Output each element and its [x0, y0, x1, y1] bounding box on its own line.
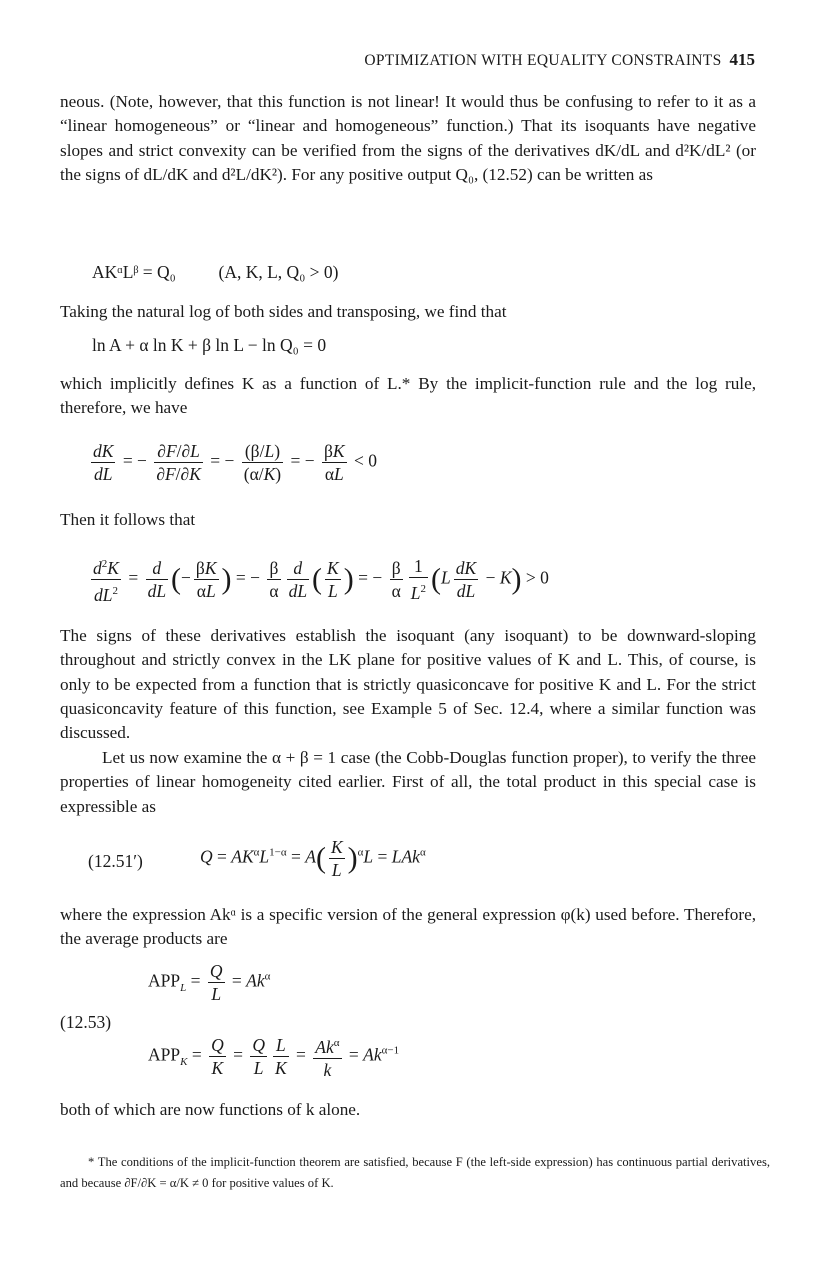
page-number: 415: [729, 50, 755, 69]
paragraph-8: both of which are now functions of k alone.: [60, 1100, 361, 1119]
equation-total-product: $Q = AK^\alpha L^{1-\alpha} = A$( $\frac{K}{L}$ )$^\alpha$L = LAk$^\alpha$: [200, 837, 426, 880]
equation-first-derivative: $\frac{dK}{dL}$ = − $\frac{\partial F/\partial L}{\partial F/\partial K}$ = − $\frac{(\beta/L)}{(\alpha/K)}$ = − $\frac{\beta K}{\alpha L}$ < 0: [93, 441, 377, 484]
equation-second-derivative: $\frac{d^2K}{dL^2}$ = $\frac{d}{dL}$ (− $\frac{\beta K}{\alpha L}$ ) = − $\frac{\beta}{\alpha}$ $\frac{d}{dL}$ ( $\frac{K}{L}$ ) = − $\frac{\beta}{\alpha}$ $\frac{1}{L^2}$ (L $\frac{dK}{dL}$ − K) > 0: [88, 553, 549, 606]
paragraph-4: Then it follows that: [60, 510, 196, 529]
paragraph-1: neous. (Note, however, that this function is not linear! It would thus be confusing to refer to it as a “linear homogeneous” or “linear and homogeneous” function.) That its isoquants have negative slopes and strict convexity can be verified from the signs of the derivatives dK/dL and d²K/dL² (or the signs of dL/dK and d²L/dK²). For any positive output Q₀, (12.52) can be written as: [60, 92, 756, 184]
equation-app-labor: $APP_L$ = $\frac{Q}{L}$ = $Ak^\alpha$: [148, 961, 271, 1004]
running-header: [60, 50, 755, 70]
paragraph-7: where the expression Akᵅ is a specific version of the general expression φ(k) used before. Therefore, the average products are: [60, 905, 756, 949]
equation-isoquant-condition: (A, K, L, Q₀ > 0): [218, 262, 339, 282]
equation-isoquant-main: AKᵅLᵝ = Q₀: [92, 262, 176, 282]
paragraph-6: Let us now examine the α + β = 1 case (the Cobb-Douglas function proper), to verify the three properties of linear homogeneity cited earlier. First of all, the total product in this special case is expressible as: [60, 748, 756, 816]
equation-label-12-53: (12.53): [60, 1012, 112, 1032]
equation-log: ln A + α ln K + β ln L − ln Q₀ = 0: [92, 335, 327, 355]
footnote: * The conditions of the implicit-function theorem are satisfied, because F (the left-side expression) has continuous partial derivatives, and because ∂F/∂K = α/K ≠ 0 for positive values of K.: [60, 1155, 770, 1190]
equation-label-12-51-prime: (12.51′): [88, 851, 143, 871]
equation-app-capital: $APP_K$ = $\frac{Q}{K}$ = $\frac{Q}{L}$ $\frac{L}{K}$ = $\frac{Ak^\alpha}{k}$ = $Ak^{\alpha-1}$: [148, 1032, 399, 1081]
running-title: OPTIMIZATION WITH EQUALITY CONSTRAINTS: [364, 52, 722, 69]
paragraph-3: which implicitly defines K as a function of L.* By the implicit-function rule and the log rule, therefore, we have: [60, 374, 756, 418]
equation-isoquant: [92, 262, 339, 283]
paragraph-5: The signs of these derivatives establish the isoquant (any isoquant) to be downward-sloping throughout and strictly convex in the LK plane for positive values of K and L. This, of course, is only to be expected from a function that is strictly quasiconcave for positive K and L. For the strict quasiconcavity feature of this function, see Example 5 of Sec. 12.4, where a similar function was discussed.: [60, 626, 756, 743]
paragraph-2: Taking the natural log of both sides and transposing, we find that: [60, 302, 507, 321]
